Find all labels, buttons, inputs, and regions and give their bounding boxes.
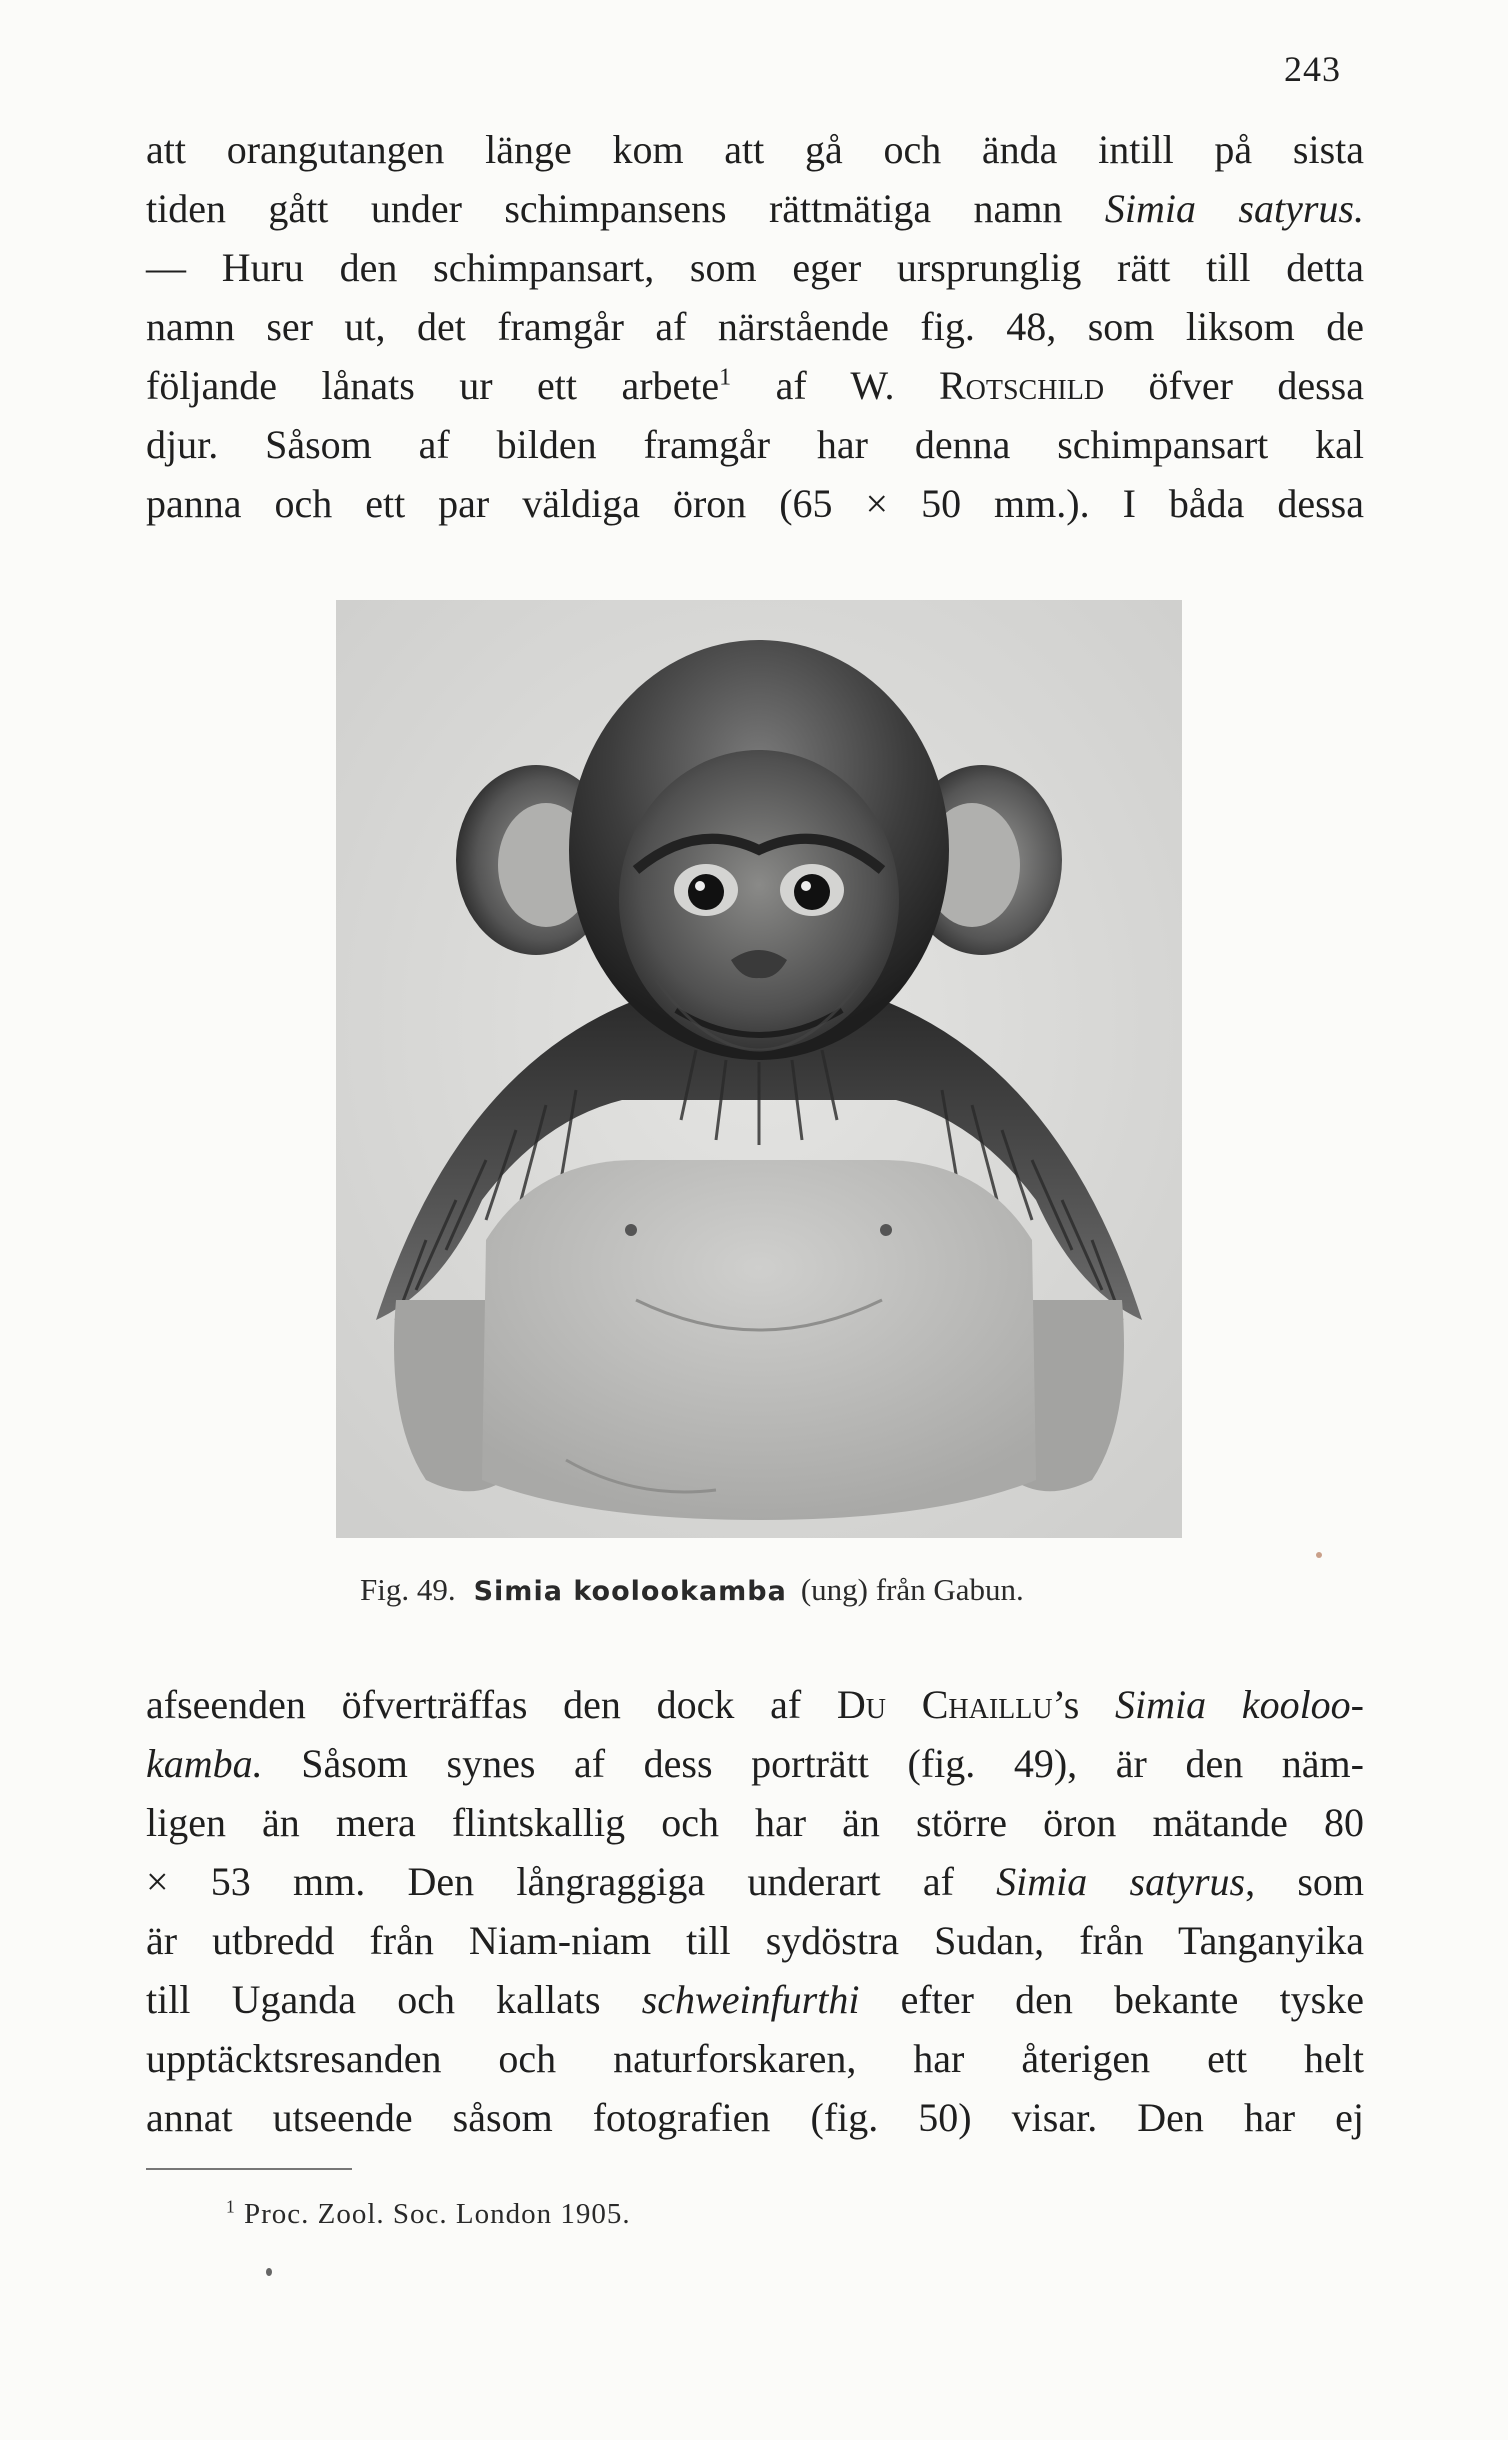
text-run: , som bbox=[1245, 1859, 1365, 1904]
paper-speck bbox=[266, 2268, 272, 2276]
page-number: 243 bbox=[1284, 49, 1341, 89]
text-line bbox=[146, 120, 1364, 179]
text-line bbox=[146, 2029, 1364, 2088]
text-run: ligen än mera flintskallig och har än större öron mätande 80 bbox=[146, 1800, 1364, 1845]
text-run: tiden gått under schimpansens rättmätiga namn bbox=[146, 186, 1105, 231]
text-line bbox=[146, 1675, 1364, 1734]
text-line bbox=[146, 415, 1364, 474]
text-run: djur. Såsom af bilden framgår har denna schimpansart kal bbox=[146, 422, 1364, 467]
caption-rest: (ung) från Gabun. bbox=[800, 1572, 1024, 1607]
text-run: att orangutangen länge kom att gå och ända intill på sista bbox=[146, 127, 1364, 172]
text-run: är utbredd från Niam-niam till sydöstra Sudan, från Tanganyika bbox=[146, 1918, 1364, 1963]
text-run: Du Chaillu bbox=[836, 1682, 1053, 1727]
top-paragraph bbox=[146, 120, 1364, 533]
chimpanzee-portrait-illustration bbox=[336, 600, 1182, 1538]
text-line bbox=[146, 297, 1364, 356]
text-run: afseenden öfverträffas den dock af bbox=[146, 1682, 837, 1727]
text-run: Simia satyrus bbox=[996, 1859, 1246, 1904]
text-run: Simia satyrus. bbox=[1104, 186, 1364, 231]
text-line bbox=[146, 356, 1364, 415]
figure-caption bbox=[360, 1570, 1160, 1612]
text-run: Simia kooloo- bbox=[1114, 1682, 1364, 1727]
text-line bbox=[146, 1793, 1364, 1852]
footnote-reference: 1 bbox=[719, 364, 732, 391]
caption-fig-label: Fig. 49. bbox=[360, 1572, 456, 1607]
text-run: kamba. bbox=[146, 1741, 263, 1786]
caption-species: Simia koolookamba bbox=[473, 1576, 787, 1607]
footnote bbox=[226, 2194, 631, 2234]
text-run: öfver dessa bbox=[1104, 363, 1364, 408]
text-run: till Uganda och kallats bbox=[146, 1977, 642, 2022]
text-line bbox=[146, 1734, 1364, 1793]
text-run: efter den bekante tyske bbox=[859, 1977, 1364, 2022]
footnote-divider bbox=[146, 2168, 352, 2170]
footnote-marker: 1 bbox=[226, 2196, 236, 2217]
text-line bbox=[146, 1911, 1364, 1970]
text-run: — Huru den schimpansart, som eger ursprunglig rätt till detta bbox=[146, 245, 1364, 290]
text-run: annat utseende såsom fotografien (fig. 50) visar. Den har ej bbox=[146, 2095, 1364, 2140]
text-run: af W. bbox=[731, 363, 939, 408]
text-line bbox=[146, 238, 1364, 297]
text-run: panna och ett par väldiga öron (65 × 50 mm.). I båda dessa bbox=[146, 481, 1364, 526]
text-run: följande lånats ur ett arbete bbox=[146, 363, 720, 408]
text-run: Rotschild bbox=[938, 363, 1105, 408]
text-line bbox=[146, 179, 1364, 238]
text-run: namn ser ut, det framgår af närstående fig. 48, som liksom de bbox=[146, 304, 1364, 349]
bottom-paragraph bbox=[146, 1675, 1364, 2147]
text-line bbox=[146, 1970, 1364, 2029]
paper-speck bbox=[1316, 1552, 1322, 1558]
text-run: upptäcktsresanden och naturforskaren, har återigen ett helt bbox=[146, 2036, 1364, 2081]
text-line bbox=[146, 474, 1364, 533]
text-run: × 53 mm. Den långraggiga underart af bbox=[146, 1859, 997, 1904]
text-run: schweinfurthi bbox=[641, 1977, 860, 2022]
text-line bbox=[146, 2088, 1364, 2147]
text-line bbox=[146, 1852, 1364, 1911]
figure-49-chimpanzee-illustration bbox=[336, 600, 1182, 1538]
footnote-text: Proc. Zool. Soc. London 1905. bbox=[243, 2198, 631, 2230]
text-run: Såsom synes af dess porträtt (fig. 49), är den näm- bbox=[262, 1741, 1364, 1786]
text-run: ’s bbox=[1052, 1682, 1115, 1727]
